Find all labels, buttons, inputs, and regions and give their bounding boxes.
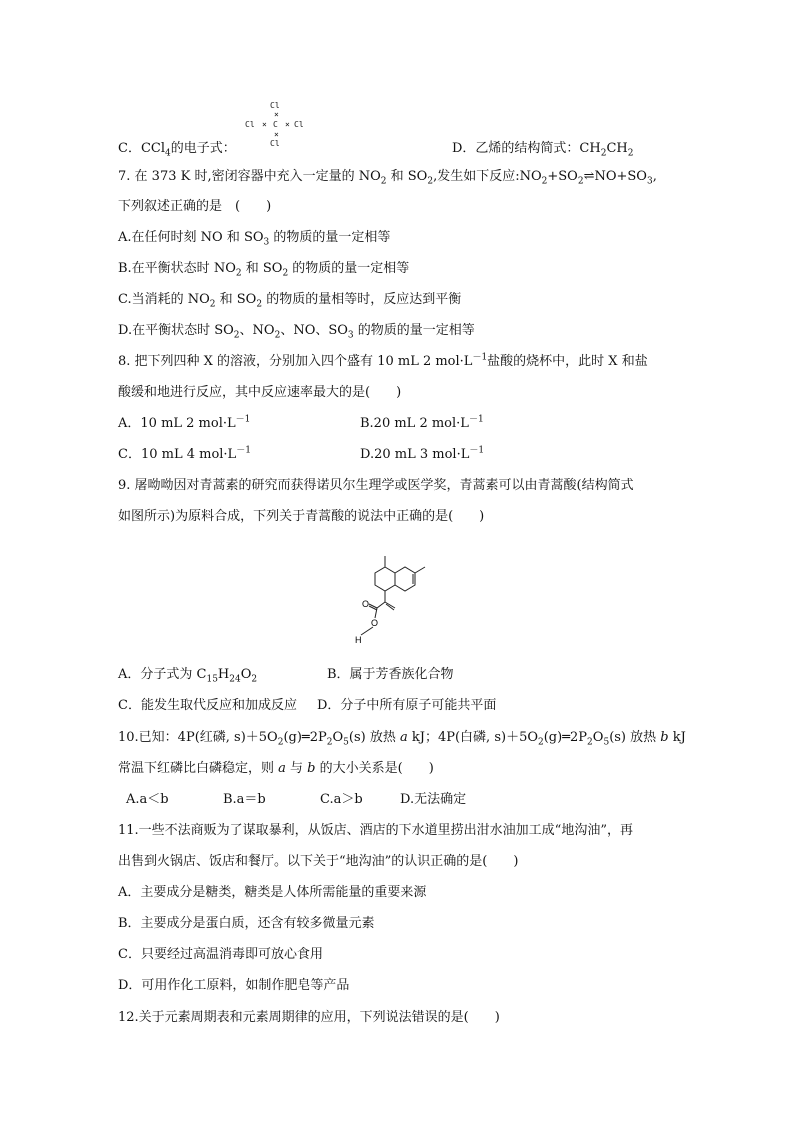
q11-stem-line2: 出售到火锅店、饭店和餐厅。以下关于“地沟油”的认识正确的是( ) [118, 854, 519, 869]
q11-option-b: B．主要成分是蛋白质，还含有较多微量元素 [118, 916, 375, 931]
text: (g)═2P [543, 730, 588, 745]
q9-option-d: D．分子中所有原子可能共平面 [317, 698, 497, 713]
text: 的电子式： [170, 141, 236, 156]
text: H [217, 667, 230, 682]
sup: －1 [236, 445, 251, 456]
q11-option-d: D．可用作化工原料，如制作肥皂等产品 [118, 978, 350, 993]
text: A.在任何时刻 NO 和 SO [118, 230, 264, 245]
text: CH [606, 141, 628, 156]
var-a: a [278, 761, 286, 776]
methyl-right [415, 567, 425, 573]
sub: 2 [577, 176, 584, 187]
text: A．10 mL 2 mol·L [118, 416, 236, 431]
atom-h: H [355, 635, 362, 645]
cl-top: Cl [270, 101, 280, 110]
text: 的大小关系是( ) [315, 761, 434, 776]
sub: 2 [256, 299, 263, 310]
q8-stem-line2: 酸缓和地进行反应，其中反应速率最大的是( ) [118, 385, 402, 400]
q6-option-c [118, 140, 236, 158]
sub: 2 [235, 268, 242, 279]
text: D.在平衡状态时 SO [118, 323, 234, 338]
text: NO+SO [594, 169, 647, 184]
text: O [240, 667, 252, 682]
text: 的物质的量一定相等 [288, 261, 410, 276]
text: C.当消耗的 NO [118, 292, 210, 307]
text: 与 [285, 761, 308, 776]
q10-stem-line1 [118, 729, 686, 747]
text: kJ；4P(白磷, s)＋5O [407, 730, 538, 745]
q8-option-a [118, 415, 250, 433]
sub: 5 [343, 737, 349, 748]
atom-o1: O [362, 599, 370, 609]
q7-option-d [118, 322, 475, 340]
cl-right: Cl [294, 120, 304, 129]
text: A．分子式为 C [118, 667, 207, 682]
text: B.在平衡状态时 NO [118, 261, 236, 276]
q9-stem-line2: 如图所示)为原料合成，下列关于青蒿酸的说法中正确的是( ) [118, 509, 485, 524]
dot-mark-left: × [262, 120, 267, 129]
sub: 5 [603, 737, 610, 748]
q10-option-c: C.a＞b [320, 792, 363, 807]
text: 的物质的量一定相等 [353, 323, 475, 338]
ring-right [395, 567, 415, 591]
q9-stem-line1: 9. 屠呦呦因对青蒿素的研究而获得诺贝尔生理学或医学奖，青蒿素可以由青蒿酸(结构简式 [118, 478, 634, 493]
sub: 2 [627, 148, 634, 159]
q11-option-c: C．只要经过高温消毒即可放心食用 [118, 947, 323, 962]
text: 的物质的量一定相等 [269, 230, 391, 245]
q8-option-b [360, 415, 484, 433]
text: 10.已知：4P(红磷, s)＋5O [118, 730, 278, 745]
q11-stem-line1: 11.一些不法商贩为了谋取暴利，从饭店、酒店的下水道里捞出泔水油加工成“地沟油”，再 [118, 823, 633, 838]
q8-option-d [360, 446, 484, 464]
atom-o2: O [371, 618, 379, 628]
center-c: C [273, 120, 278, 129]
q10-stem-line2 [118, 760, 434, 778]
sub: 2 [209, 299, 216, 310]
text: (g)═2P [283, 730, 327, 745]
text: 8. 把下列四种 X 的溶液，分别加入四个盛有 10 mL 2 mol·L [118, 354, 473, 369]
sub: 2 [380, 176, 387, 187]
o-h-bond [361, 627, 373, 635]
text: 的物质的量相等时，反应达到平衡 [262, 292, 462, 307]
text: D．乙烯的结构简式：CH [452, 141, 601, 156]
sub: 24 [229, 674, 241, 685]
text: (s) 放热 [348, 730, 400, 745]
sub: 2 [251, 674, 258, 685]
sub: 2 [600, 148, 607, 159]
text: 常温下红磷比白磷稳定，则 [118, 761, 279, 776]
text: ,发生如下反应:NO [433, 169, 542, 184]
text: C．10 mL 4 mol·L [118, 447, 237, 462]
text: , [652, 169, 657, 184]
q11-option-a: A．主要成分是糖类，糖类是人体所需能量的重要来源 [118, 885, 427, 900]
text: O [332, 730, 344, 745]
text: 和 SO [215, 292, 257, 307]
sub: 2 [274, 330, 281, 341]
text: 、NO、SO [280, 323, 348, 338]
carbonyl-double [369, 606, 377, 610]
text: kJ [668, 730, 686, 745]
text: B.20 mL 2 mol·L [360, 416, 469, 431]
artemisinic-acid-structure [345, 545, 445, 649]
text: 7. 在 373 K 时,密闭容器中充入一定量的 NO [118, 169, 381, 184]
sup: －1 [468, 414, 484, 425]
q7-option-b [118, 260, 409, 278]
q8-option-c [118, 446, 251, 464]
var-b: b [660, 730, 669, 745]
text: 和 SO [241, 261, 283, 276]
carbonyl [369, 604, 377, 608]
sub: 15 [206, 674, 218, 685]
q6-option-d [452, 140, 633, 158]
q9-option-a [118, 666, 257, 684]
sup: －1 [235, 414, 251, 425]
text: (s) 放热 [609, 730, 661, 745]
dot-mark-bottom: × [274, 130, 279, 139]
text: 盐酸的烧杯中，此时 X 和盐 [487, 354, 648, 369]
q10-option-a: A.a＜b [126, 792, 169, 807]
text: 、NO [239, 323, 275, 338]
sub: 3 [646, 176, 653, 187]
dot-mark-right: × [285, 120, 290, 129]
text: O [592, 730, 604, 745]
q10-option-d: D.无法确定 [400, 792, 467, 807]
sub: 2 [427, 176, 434, 187]
sub: 2 [326, 737, 333, 748]
q7-option-c [118, 291, 461, 309]
equilibrium-arrow: ⇌ [583, 169, 595, 184]
ring-left [375, 556, 395, 591]
text: +SO [547, 169, 578, 184]
text: 和 SO [386, 169, 428, 184]
sub: 4 [165, 148, 171, 159]
sub: 2 [538, 737, 544, 748]
sub: 2 [587, 737, 593, 748]
sup: －1 [472, 352, 488, 363]
sub: 2 [541, 176, 548, 187]
sub: 2 [233, 330, 240, 341]
q9-option-b: B．属于芳香族化合物 [327, 667, 454, 682]
cl-left: Cl [245, 120, 255, 129]
text: C．CCl [118, 141, 165, 156]
q7-option-a [118, 229, 390, 247]
q7-stem-line1 [118, 168, 657, 186]
sub: 2 [282, 268, 289, 279]
var-a: a [399, 730, 408, 745]
text: D.20 mL 3 mol·L [360, 447, 470, 462]
q8-stem-line1 [118, 353, 648, 371]
q9-option-c: C．能发生取代反应和加成反应 [118, 698, 297, 713]
q10-option-b: B.a＝b [223, 792, 266, 807]
dot-mark-top: × [274, 110, 279, 119]
var-b: b [307, 761, 316, 776]
sub: 3 [263, 237, 270, 248]
acid-bond [377, 602, 385, 608]
q7-stem-line2: 下列叙述正确的是 ( ) [118, 199, 272, 214]
sub: 2 [277, 737, 284, 748]
cl-bottom: Cl [270, 139, 280, 148]
q12-stem: 12.关于元素周期表和元素周期律的应用，下列说法错误的是( ) [118, 1010, 500, 1025]
sub: 3 [347, 330, 354, 341]
sup: －1 [469, 445, 485, 456]
